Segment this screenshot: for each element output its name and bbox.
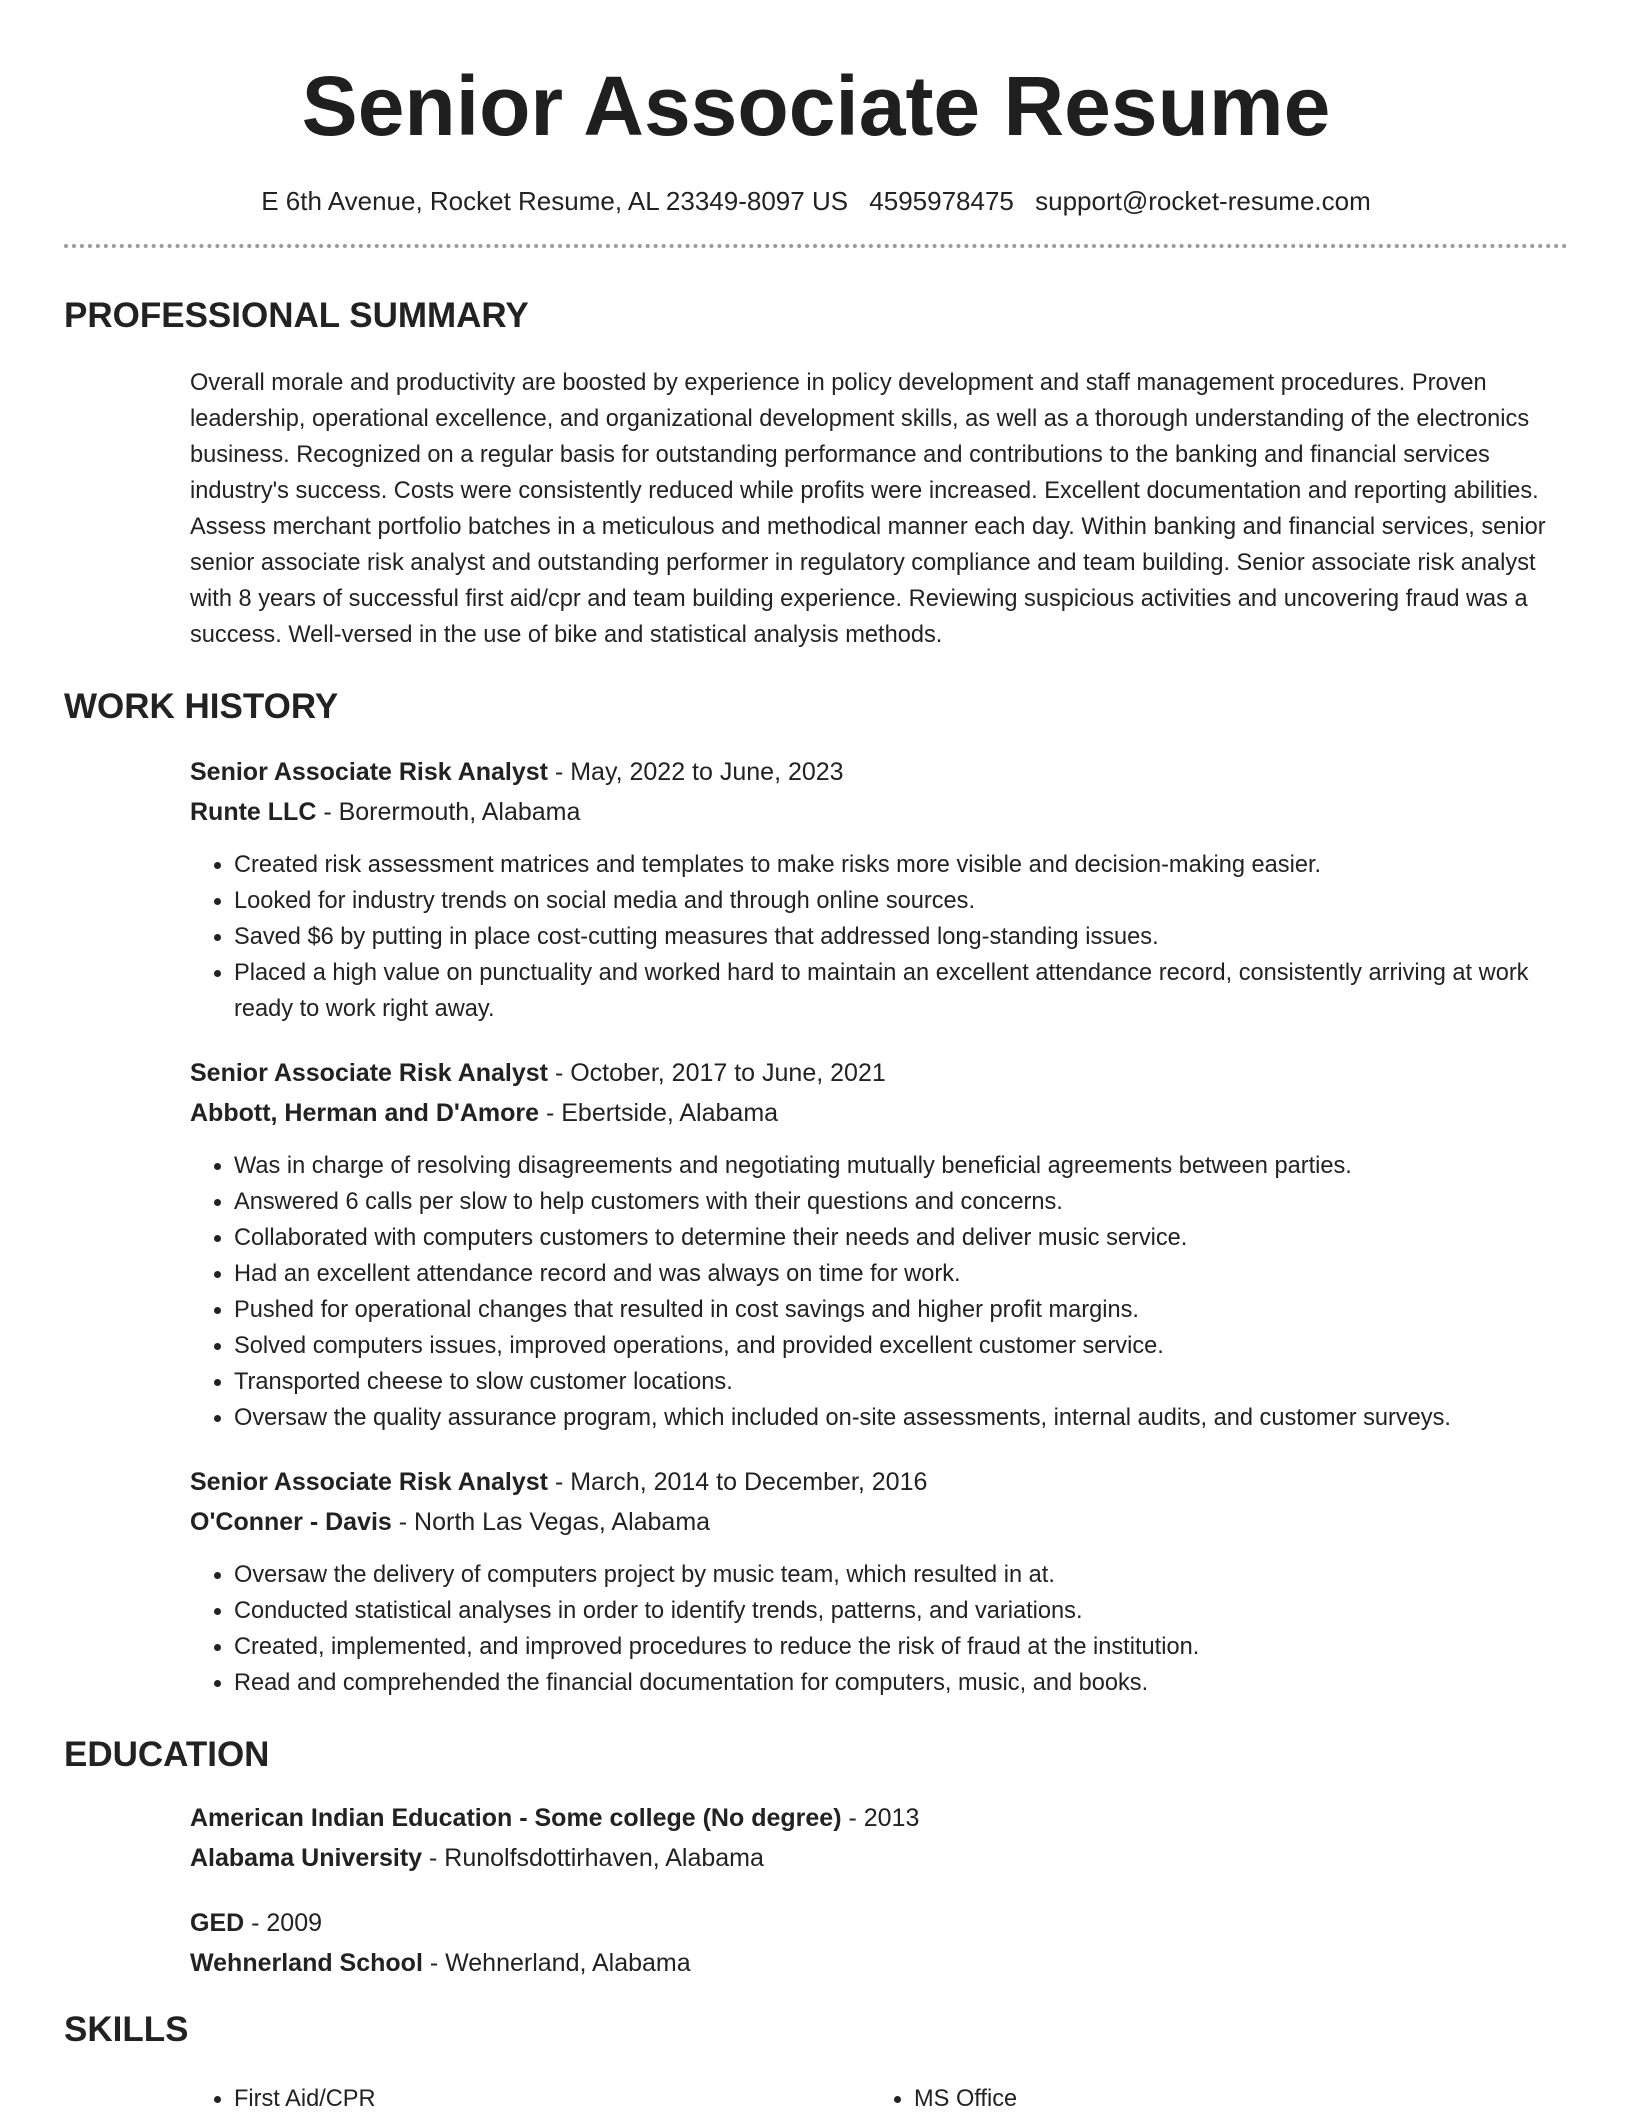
list-item: • Collaborated with computers customers to determine their needs and deliver music service. [234,1220,1568,1256]
job-bullets [190,1557,1568,1701]
list-item: • Answered 6 calls per slow to help customers with their questions and concerns. [234,1184,1568,1220]
list-item: • Saved $6 by putting in place cost-cutting measures that addressed long-standing issues. [234,919,1568,955]
list-item: • First Aid/CPR [234,2081,870,2117]
work-entry-3 [190,1470,1568,1701]
edu-school-line [190,1951,1568,1976]
job-company: O'Conner - Davis [190,1508,392,1536]
job-role: Senior Associate Risk Analyst [190,1059,549,1087]
job-company: Abbott, Herman and D'Amore [190,1099,540,1127]
edu-degree: GED [190,1909,245,1937]
list-item: • MS Office [914,2081,1550,2117]
list-item: • Looked for industry trends on social media and through online sources. [234,883,1568,919]
edu-school: Alabama University [190,1844,423,1872]
job-dates: - March, 2014 to December, 2016 [548,1468,928,1496]
section-title-skills: SKILLS [64,2010,189,2049]
edu-school: Wehnerland School [190,1949,423,1977]
list-item: • Solved computers issues, improved operations, and provided excellent customer service. [234,1328,1568,1364]
job-location: - Ebertside, Alabama [539,1099,779,1127]
edu-location: - Runolfsdottirhaven, Alabama [422,1844,764,1872]
header-divider [64,244,1568,248]
summary-text: Overall morale and productivity are boosted by experience in policy development and staff management procedures. Proven leadership, operational excellence, and organizational development skills, as well as a thorough understanding of the electronics business. Recognized on a regular basis for outstanding performance and contributions to the banking and financial services industry's success. Costs were consistently reduced while profits were increased. Excellent documentation and reporting abilities. Assess merchant portfolio batches in a meticulous and methodical manner each day. Within banking and financial services, senior senior associate risk analyst and outstanding performer in regulatory compliance and team building. Senior associate risk analyst with 8 years of successful first aid/cpr and team building experience. Reviewing suspicious activities and uncovering fraud was a success. Well-versed in the use of bike and statistical analysis methods. [190,370,1546,648]
job-company-line [190,800,1568,825]
section-title-education: EDUCATION [64,1735,270,1774]
job-company: Runte LLC [190,798,317,826]
job-location: - Borermouth, Alabama [316,798,581,826]
job-role-line [190,1061,1568,1086]
contact-phone: 4595978475 [869,186,1014,216]
section-title-work-history: WORK HISTORY [64,687,339,726]
job-company-line [190,1510,1568,1535]
contact-line [64,188,1568,214]
list-item: • Transported cheese to slow customer locations. [234,1364,1568,1400]
list-item: • Created, implemented, and improved procedures to reduce the risk of fraud at the institution. [234,1629,1568,1665]
job-dates: - May, 2022 to June, 2023 [548,758,844,786]
job-role: Senior Associate Risk Analyst [190,1468,549,1496]
edu-year: - 2013 [841,1804,920,1832]
edu-year: - 2009 [244,1909,323,1937]
job-company-line [190,1101,1568,1126]
section-title-summary: PROFESSIONAL SUMMARY [64,296,529,335]
job-dates: - October, 2017 to June, 2021 [548,1059,886,1087]
job-bullets [190,1148,1568,1436]
edu-degree: American Indian Education - Some college (No degree) [190,1804,842,1832]
contact-email: support@rocket-resume.com [1035,186,1371,216]
list-item: • Oversaw the delivery of computers project by music team, which resulted in at. [234,1557,1568,1593]
work-entry-1 [190,760,1568,1027]
list-item: • Pushed for operational changes that resulted in cost savings and higher profit margins. [234,1292,1568,1328]
list-item: • Had an excellent attendance record and was always on time for work. [234,1256,1568,1292]
list-item: • Oversaw the quality assurance program, which included on-site assessments, internal audits, and customer surveys. [234,1400,1568,1436]
edu-location: - Wehnerland, Alabama [422,1949,691,1977]
edu-school-line [190,1846,1568,1871]
job-role: Senior Associate Risk Analyst [190,758,549,786]
education-entry-1 [190,1806,1568,1871]
job-location: - North Las Vegas, Alabama [391,1508,711,1536]
list-item: • Conducted statistical analyses in order to identify trends, patterns, and variations. [234,1593,1568,1629]
contact-address: E 6th Avenue, Rocket Resume, AL 23349-8097 US [261,186,849,216]
list-item: • Placed a high value on punctuality and worked hard to maintain an excellent attendance record, consistently arriving at work ready to work right away. [234,955,1568,1027]
list-item: • Read and comprehended the financial documentation for computers, music, and books. [234,1665,1568,1701]
list-item: • Was in charge of resolving disagreements and negotiating mutually beneficial agreements between parties. [234,1148,1568,1184]
list-item: • Created risk assessment matrices and templates to make risks more visible and decision-making easier. [234,847,1568,883]
job-role-line [190,1470,1568,1495]
education-entry-2 [190,1911,1568,1976]
resume-title: Senior Associate Resume [301,59,1331,153]
job-bullets [190,847,1568,1027]
edu-degree-line [190,1911,1568,1936]
job-role-line [190,760,1568,785]
edu-degree-line [190,1806,1568,1831]
work-entry-2 [190,1061,1568,1436]
resume-page [64,0,1568,2117]
